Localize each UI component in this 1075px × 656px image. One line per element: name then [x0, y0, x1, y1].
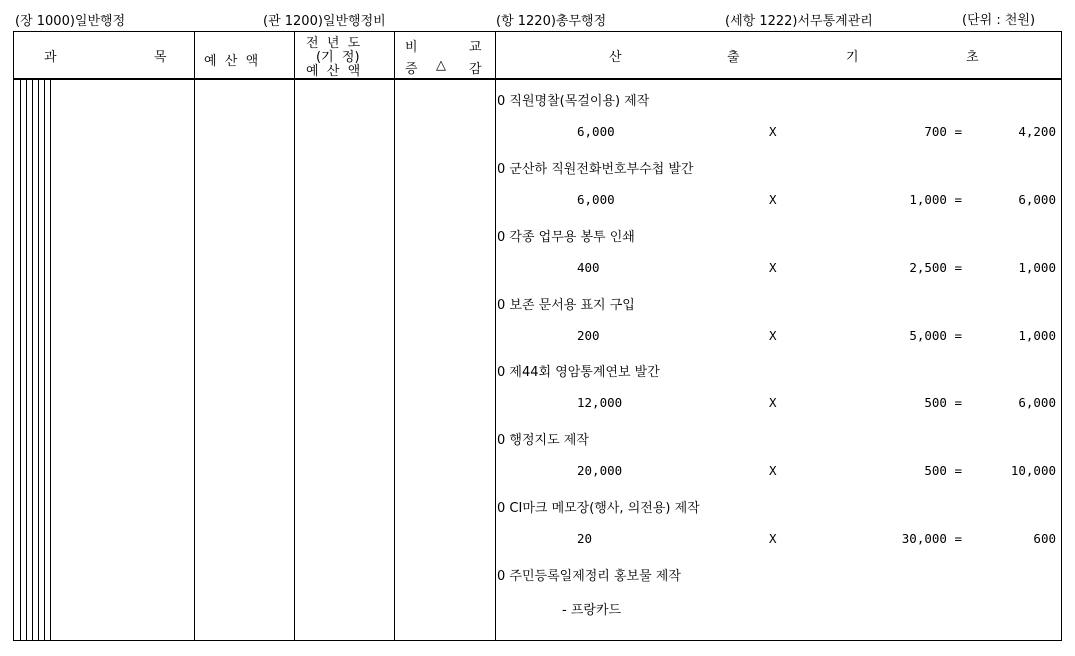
- hierarchy-stripe: [26, 80, 27, 640]
- col-divider: [194, 32, 195, 640]
- hierarchy-stripe: [38, 80, 39, 640]
- item-total: 6,000: [1018, 192, 1056, 207]
- item-price: 500 =: [924, 463, 962, 478]
- col-prev-1: 전 년 도: [306, 36, 361, 51]
- col-budget: 예 산 액: [204, 54, 259, 69]
- col-comp-triangle: △: [436, 58, 446, 73]
- item-price: 2,500 =: [909, 260, 962, 275]
- item-title: 0 군산하 직원전화번호부수첩 발간: [497, 162, 694, 177]
- item-title: 0 보존 문서용 표지 구입: [497, 298, 635, 313]
- hierarchy-stripe: [20, 80, 21, 640]
- item-times: X: [769, 328, 777, 343]
- item-qty: 20,000: [577, 463, 623, 478]
- item-total: 600: [1033, 531, 1056, 546]
- header-rule: [14, 78, 1061, 80]
- item-times: X: [769, 395, 777, 410]
- item-times: X: [769, 192, 777, 207]
- col-basis-cho: 초: [966, 50, 979, 65]
- col-basis-gi: 기: [846, 50, 859, 65]
- hierarchy-stripe: [50, 80, 51, 640]
- col-gwa: 과: [44, 50, 57, 65]
- header-hang: (항 1220)총무행정: [496, 14, 607, 29]
- item-times: X: [769, 124, 777, 139]
- item-total: 1,000: [1018, 260, 1056, 275]
- col-divider: [495, 32, 496, 640]
- item-price: 500 =: [924, 395, 962, 410]
- col-comp-bi: 비: [405, 40, 418, 55]
- col-prev-2: (기 정): [316, 50, 360, 65]
- item-price: 30,000 =: [901, 531, 962, 546]
- col-divider: [294, 32, 295, 640]
- item-qty: 6,000: [577, 124, 615, 139]
- item-price: 1,000 =: [909, 192, 962, 207]
- col-comp-gam: 감: [469, 62, 482, 77]
- col-prev-3: 예 산 액: [306, 64, 361, 79]
- col-mok: 목: [154, 50, 167, 65]
- item-times: X: [769, 531, 777, 546]
- header-unit: (단위 : 천원): [962, 13, 1036, 28]
- item-qty: 6,000: [577, 192, 615, 207]
- budget-table: [13, 31, 1062, 641]
- item-title: 0 행정지도 제작: [497, 433, 589, 448]
- header-sehang: (세항 1222)서무통계관리: [725, 14, 873, 29]
- hierarchy-stripe: [32, 80, 33, 640]
- col-basis-san: 산: [609, 50, 622, 65]
- item-price: 700 =: [924, 124, 962, 139]
- col-basis-chul: 출: [727, 50, 740, 65]
- item-total: 1,000: [1018, 328, 1056, 343]
- item-price: 5,000 =: [909, 328, 962, 343]
- item-title: 0 직원명찰(목걸이용) 제작: [497, 94, 650, 109]
- col-comp-jeung: 증: [405, 62, 418, 77]
- item-times: X: [769, 463, 777, 478]
- item-title: 0 CI마크 메모장(행사, 의전용) 제작: [497, 501, 700, 516]
- item-title: 0 각종 업무용 봉투 인쇄: [497, 230, 635, 245]
- item-total: 10,000: [1010, 463, 1056, 478]
- item-total: 6,000: [1018, 395, 1056, 410]
- header-gwan: (관 1200)일반행정비: [263, 14, 386, 29]
- item-title: 0 주민등록일제정리 홍보물 제작: [497, 569, 681, 584]
- col-divider: [394, 32, 395, 640]
- header-jang: (장 1000)일반행정: [15, 14, 126, 29]
- item-qty: 12,000: [577, 395, 623, 410]
- item-qty: 400: [577, 260, 600, 275]
- item-subline: - 프랑카드: [562, 603, 622, 618]
- item-total: 4,200: [1018, 124, 1056, 139]
- item-qty: 200: [577, 328, 600, 343]
- item-times: X: [769, 260, 777, 275]
- hierarchy-stripe: [44, 80, 45, 640]
- col-comp-gyo: 교: [469, 40, 482, 55]
- item-qty: 20: [577, 531, 593, 546]
- item-title: 0 제44회 영암통계연보 발간: [497, 365, 660, 380]
